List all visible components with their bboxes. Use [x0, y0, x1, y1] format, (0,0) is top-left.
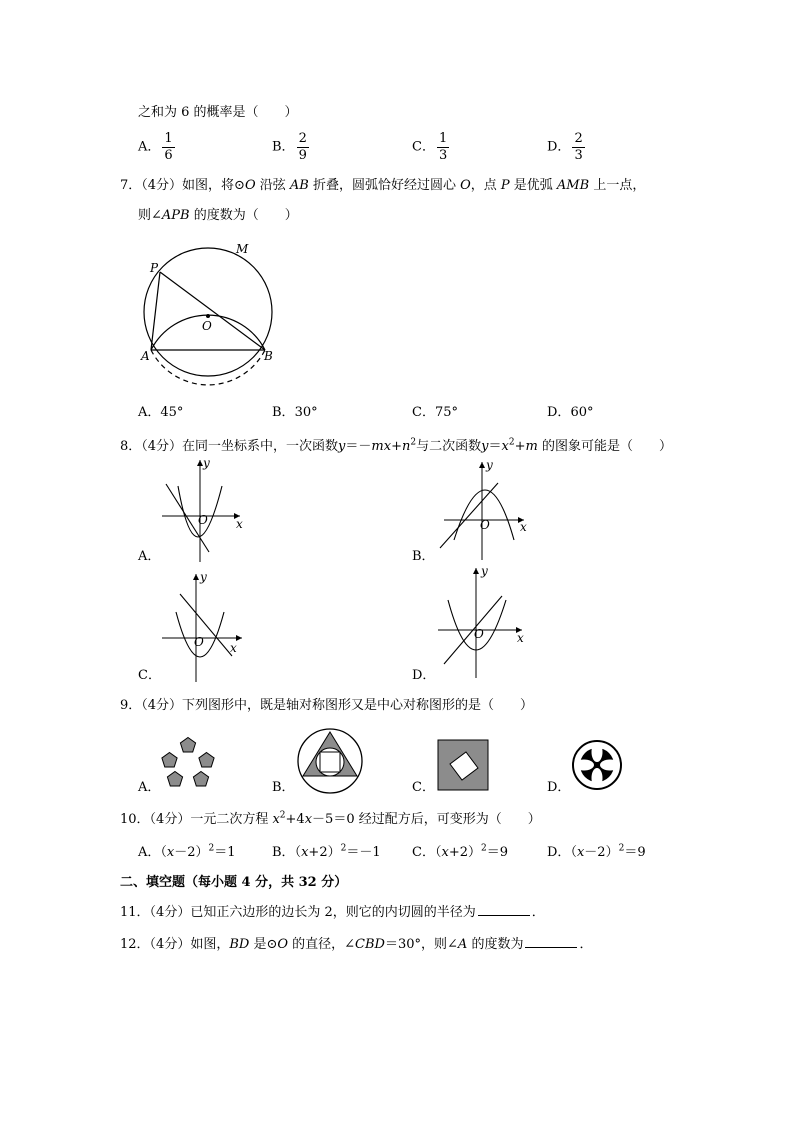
- option-label: C．: [412, 139, 435, 155]
- q7-option-d[interactable]: D．60°: [547, 405, 594, 420]
- svg-text:y: y: [200, 570, 207, 584]
- fraction: $\frac{1}{6}$: [164, 131, 173, 163]
- figure-b-circle-triangle: [298, 729, 362, 793]
- q6-continuation: 之和为 6 的概率是（ ）: [138, 105, 298, 120]
- figure-c-squares: [438, 740, 488, 790]
- fraction: $\frac{2}{3}$: [574, 131, 583, 163]
- fraction: $\frac{2}{9}$: [298, 131, 307, 163]
- svg-text:O: O: [194, 635, 204, 649]
- label-p: P: [150, 261, 159, 275]
- svg-text:O: O: [474, 627, 484, 641]
- q9-option-a[interactable]: A．: [138, 780, 161, 795]
- label-m: M: [236, 242, 249, 256]
- answer-blank[interactable]: [478, 905, 530, 916]
- q7-stem-line2: 则∠APB 的度数为（ ）: [138, 208, 298, 223]
- q7-option-b[interactable]: B．30°: [272, 405, 318, 420]
- q12-stem: 12．（4分）如图，BD 是⊙O 的直径，∠CBD＝30°，则∠A 的度数为 ．: [120, 937, 593, 952]
- label-a: A: [141, 349, 150, 363]
- label-o: O: [202, 319, 212, 333]
- q10-option-a[interactable]: A．$(x-2)^2=1$: [138, 843, 236, 860]
- q8-option-b[interactable]: B．: [412, 549, 435, 564]
- q10-stem: 10．（4分）一元二次方程 $x^2+4x-5=0$ 经过配方后，可变形为（ ）: [120, 810, 541, 827]
- svg-text:x: x: [230, 641, 237, 655]
- q7-option-a[interactable]: A．45°: [138, 405, 184, 420]
- q8-option-c[interactable]: C．: [138, 668, 161, 683]
- q7-option-c[interactable]: C．75°: [412, 405, 458, 420]
- label-b: B: [264, 349, 273, 363]
- q11-stem: 11．（4分）已知正六边形的边长为 2，则它的内切圆的半径为 ．: [120, 905, 545, 920]
- figure-d-petals: [573, 741, 621, 789]
- svg-text:y: y: [486, 458, 493, 472]
- q9-option-b[interactable]: B．: [272, 780, 295, 795]
- q7-stem-line1: 7．（4分）如图，将⊙O 沿弦 AB 折叠，圆弧恰好经过圆心 O，点 P 是优弧 AMB 上一点，: [120, 178, 646, 193]
- q9-option-c[interactable]: C．: [412, 780, 435, 795]
- svg-text:x: x: [520, 520, 527, 534]
- q9-stem: 9．（4分）下列图形中，既是轴对称图形又是中心对称图形的是（ ）: [120, 698, 534, 713]
- q8-stem: 8．（4分）在同一坐标系中，一次函数$y=-mx+n^2$与二次函数$y=x^2+m$ 的图象可能是（ ）: [120, 437, 672, 454]
- svg-text:y: y: [203, 456, 210, 470]
- section-title: 二、填空题（每小题 4 分，共 32 分）: [120, 875, 348, 890]
- q8-option-d[interactable]: D．: [412, 668, 436, 683]
- q10-option-b[interactable]: B．$(x+2)^2=-1$: [272, 843, 381, 860]
- figure-a-pentagons: [162, 738, 214, 787]
- svg-text:O: O: [480, 518, 490, 532]
- q9-option-d[interactable]: D．: [547, 780, 571, 795]
- fraction: $\frac{1}{3}$: [438, 131, 448, 163]
- svg-text:y: y: [481, 564, 488, 578]
- q10-option-d[interactable]: D．$(x-2)^2=9$: [547, 843, 646, 860]
- svg-text:O: O: [198, 513, 208, 527]
- option-label: D．: [547, 139, 571, 155]
- option-label: A．: [138, 139, 161, 155]
- option-label: B．: [272, 139, 295, 155]
- svg-text:x: x: [236, 517, 243, 531]
- q8-option-a[interactable]: A．: [138, 549, 161, 564]
- answer-blank[interactable]: [525, 937, 577, 948]
- svg-text:x: x: [517, 631, 524, 645]
- q10-option-c[interactable]: C．$(x+2)^2=9$: [412, 843, 508, 860]
